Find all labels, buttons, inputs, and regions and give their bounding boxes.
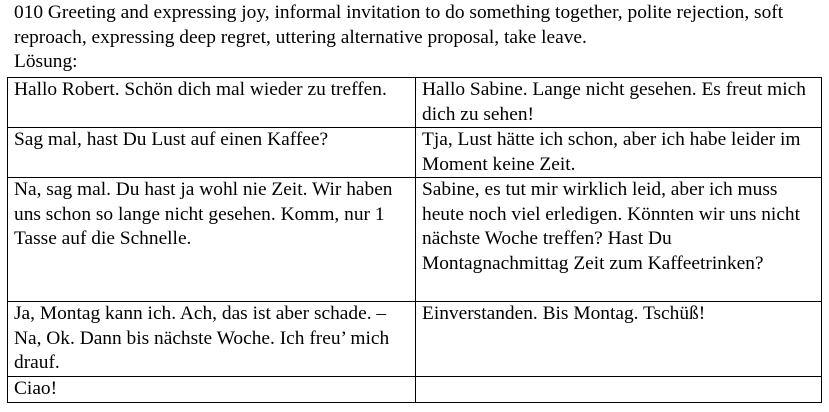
dialog-table [7,77,822,403]
dialog-cell-sabine: Hallo Sabine. Lange nicht gesehen. Es freut mich dich zu sehen! [416,78,822,128]
dialog-cell-robert: Ciao! [8,377,416,403]
dialog-cell-robert: Na, sag mal. Du hast ja wohl nie Zeit. Wir haben uns schon so lange nicht gesehen. Komm, nur 1 Tasse auf die Schnelle. [8,178,416,302]
dialog-row [8,302,822,377]
dialog-cell-robert: Ja, Montag kann ich. Ach, das ist aber schade. – Na, Ok. Dann bis nächste Woche. Ich freu’ mich drauf. [8,302,416,377]
dialog-cell-sabine: Tja, Lust hätte ich schon, aber ich habe leider im Moment keine Zeit. [416,128,822,178]
dialog-cell-sabine: Sabine, es tut mir wirklich leid, aber ich muss heute noch viel erledigen. Könnten wir uns nicht nächste Woche treffen? Hast Du Montagnachmittag Zeit zum Kaffeetrinken? [416,178,822,302]
dialog-row [8,377,822,403]
dialog-cell-robert: Sag mal, hast Du Lust auf einen Kaffee? [8,128,416,178]
dialog-row [8,78,822,128]
dialog-row [8,178,822,302]
solution-label: Lösung: [14,51,78,72]
dialog-row [8,128,822,178]
dialog-cell-sabine [416,377,822,403]
exercise-heading: 010 Greeting and expressing joy, informal invitation to do something together, polite rejection, soft reproach, expressing deep regret, uttering alternative proposal, take leave. [14,2,784,48]
dialog-cell-robert: Hallo Robert. Schön dich mal wieder zu treffen. [8,78,416,128]
dialog-cell-sabine: Einverstanden. Bis Montag. Tschüß! [416,302,822,377]
